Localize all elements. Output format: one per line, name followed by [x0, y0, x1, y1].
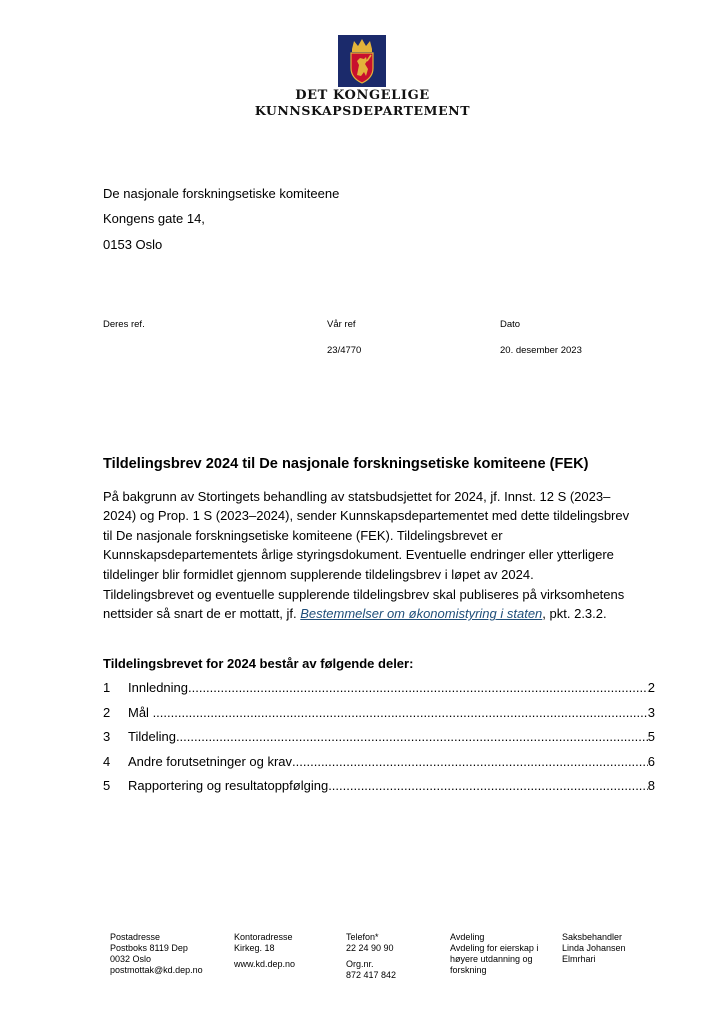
toc-page-number: 6 [647, 753, 655, 769]
toc-number: 2 [103, 704, 111, 720]
footer-text: høyere utdanning og [450, 954, 533, 964]
footer-office-column [234, 932, 295, 970]
our-ref-label: Vår ref [327, 319, 356, 330]
footer-postal-column [110, 932, 203, 976]
toc-number: 5 [103, 778, 111, 793]
norwegian-coat-of-arms-icon [338, 35, 386, 87]
paragraph-line: tildelinger blir formidlet gjennom supplerende tildelingsbrev i løpet av 2024. [103, 566, 534, 582]
paragraph-text: , pkt. 2.3.2. [542, 606, 607, 622]
our-ref-value: 23/4770 [327, 345, 362, 356]
toc-entry-mal[interactable] [103, 705, 655, 730]
paragraph-line: På bakgrunn av Stortingets behandling av statsbudsjettet for 2024, jf. Innst. 12 S (2023– [103, 489, 611, 504]
paragraph-text: nettsider så snart de er mottatt, jf. [103, 606, 301, 622]
footer-text: Kirkeg. 18 [234, 943, 275, 953]
toc-leader-dots [328, 778, 648, 793]
recipient-street: Kongens gate 14, [103, 211, 205, 226]
toc-entry-innledning[interactable] [103, 680, 655, 705]
footer-label: Avdeling [450, 932, 485, 942]
footer-label: Telefon* [346, 932, 379, 942]
toc-page-number: 8 [647, 778, 655, 793]
publication-paragraph [103, 585, 653, 624]
regulations-link[interactable]: Bestemmelser om økonomistyring i staten [300, 606, 543, 622]
toc-title: Innledning [128, 680, 188, 695]
toc-page-number: 3 [647, 704, 655, 720]
toc-page-number: 5 [647, 729, 655, 744]
toc-leader-dots [176, 729, 648, 744]
toc-entry-rapportering[interactable] [103, 778, 655, 803]
toc-title: Rapportering og resultatoppfølging [128, 778, 329, 793]
toc-number: 3 [103, 729, 111, 744]
toc-number: 4 [103, 753, 111, 769]
table-of-contents [103, 680, 655, 803]
date-label: Dato [500, 319, 521, 330]
paragraph-line: til De nasjonale forskningsetiske komiteene (FEK). Tildelingsbrevet er [103, 527, 503, 543]
paragraph-line: Kunnskapsdepartementets årlige styringsdokument. Eventuelle endringer eller ytterligere [103, 547, 614, 563]
toc-title: Andre forutsetninger og krav [128, 753, 293, 769]
footer-label: Saksbehandler [562, 932, 623, 942]
footer-text: 872 417 842 [346, 970, 397, 980]
toc-leader-dots [188, 680, 648, 695]
footer-text: 0032 Oslo [110, 954, 152, 964]
footer-label: Postadresse [110, 932, 161, 942]
footer-text: 22 24 90 90 [346, 943, 394, 953]
toc-leader-dots [153, 705, 648, 720]
toc-entry-tildeling[interactable] [103, 729, 655, 754]
footer-text: Linda Johansen [562, 943, 626, 953]
footer-department-column [450, 932, 538, 976]
footer-text: Postboks 8119 Dep [110, 943, 188, 953]
footer-website[interactable]: www.kd.dep.no [234, 959, 296, 969]
toc-heading: Tildelingsbrevet for 2024 består av følgende deler: [103, 656, 414, 671]
recipient-name: De nasjonale forskningsetiske komiteene [103, 186, 340, 201]
paragraph-line: Tildelingsbrevet og eventuelle supplerende tildelingsbrev skal publiseres på virksomhetens [103, 587, 625, 602]
toc-number: 1 [103, 680, 111, 695]
footer-phone-column [346, 932, 396, 981]
footer-officer-column [562, 932, 626, 965]
paragraph-line [103, 604, 653, 623]
toc-page-number: 2 [647, 680, 655, 695]
toc-title: Mål [128, 704, 153, 720]
footer-text: Avdeling for eierskap i [450, 943, 539, 953]
intro-paragraph [103, 487, 653, 584]
paragraph-line: 2024) og Prop. 1 S (2023–2024), sender Kunnskapsdepartementet med dette tildelingsbrev [103, 508, 630, 524]
your-ref-label: Deres ref. [103, 319, 145, 330]
ministry-name-line2: KUNNSKAPSDEPARTEMENT [254, 103, 471, 118]
letter-title: Tildelingsbrev 2024 til De nasjonale forskningsetiske komiteene (FEK) [103, 456, 589, 472]
footer-text: forskning [450, 965, 487, 975]
recipient-postal: 0153 Oslo [103, 237, 163, 252]
ministry-name-line1: DET KONGELIGE [295, 88, 430, 103]
toc-title: Tildeling [128, 729, 176, 744]
toc-entry-andre-forutsetninger[interactable] [103, 754, 655, 779]
toc-leader-dots [292, 754, 648, 769]
footer-email[interactable]: postmottak@kd.dep.no [110, 965, 203, 975]
footer-label: Kontoradresse [234, 932, 293, 942]
footer-text: Elmrhari [562, 954, 596, 964]
footer-label: Org.nr. [346, 959, 374, 969]
date-value: 20. desember 2023 [500, 345, 582, 356]
